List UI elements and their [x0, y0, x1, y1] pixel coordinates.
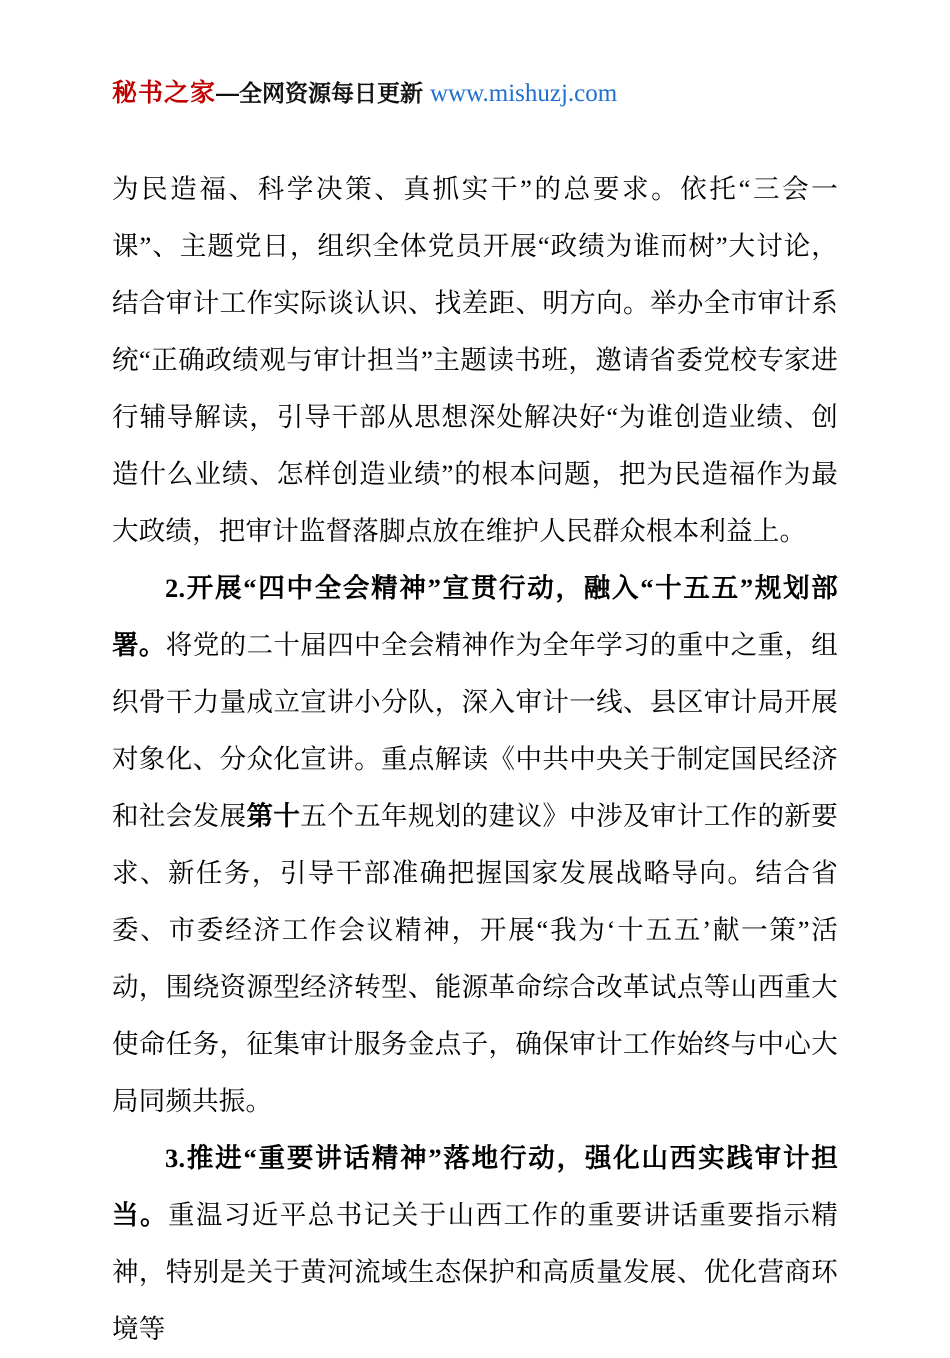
text-run: 第十 [246, 801, 301, 831]
para-item-3 [112, 1130, 838, 1358]
text-run: 开展“四中全会精神”宣贯行动，融入“十五五”规划部署。 [112, 573, 838, 660]
document-body [112, 161, 838, 1358]
text-run: 重温习近平总书记关于山西工作的重要讲话重要指示精神，特别是关于黄河流域生态保护和高质量发展、优化营商环境等 [112, 1200, 838, 1344]
watermark-tagline: —全网资源每日更新 [216, 80, 424, 106]
para-continued [112, 161, 838, 560]
watermark-brand: 秘书之家 [112, 79, 217, 107]
para-item-2 [112, 560, 838, 1130]
text-run: 推进“重要讲话精神”落地行动，强化山西实践审计担当。 [112, 1143, 838, 1230]
text-run: 将党的二十届四中全会精神作为全年学习的重中之重，组织骨干力量成立宣讲小分队，深入审计一线、县区审计局开展对象化、分众化宣讲。重点解读《中共中央关于制定国民经济和社会发展 [112, 630, 838, 831]
watermark-url[interactable]: www.mishuzj.com [429, 80, 618, 107]
text-run: 3. [165, 1143, 186, 1173]
text-run: 2. [165, 573, 186, 603]
text-run: 为民造福、科学决策、真抓实干”的总要求。依托“三会一课”、主题党日，组织全体党员开展“政绩为谁而树”大讨论，结合审计工作实际谈认识、找差距、明方向。举办全市审计系统“正确政绩观与审计担当”主题读书班，邀请省委党校专家进行辅导解读，引导干部从思想深处解决好“为谁创造业绩、创造什么业绩、怎样创造业绩”的根本问题，把为民造福作为最大政绩，把审计监督落脚点放在维护人民群众根本利益上。 [112, 174, 838, 546]
text-run: 五个五年规划的建议》中涉及审计工作的新要求、新任务，引导干部准确把握国家发展战略导向。结合省委、市委经济工作会议精神，开展“我为‘十五五’献一策”活动，围绕资源型经济转型、能源革命综合改革试点等山西重大使命任务，征集审计服务金点子，确保审计工作始终与中心大局同频共振。 [112, 801, 839, 1116]
site-watermark [112, 78, 838, 109]
